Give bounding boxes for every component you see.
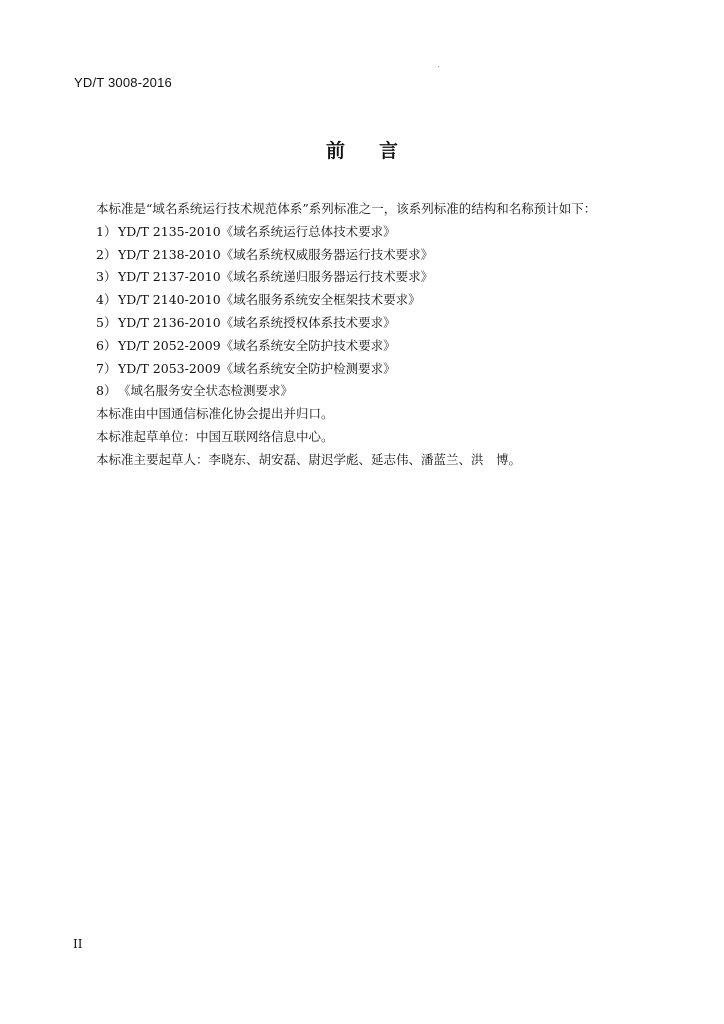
series-item-number: 8） [96, 383, 117, 399]
series-item-text: YD/T 2052-2009《域名系统安全防护技术要求》 [118, 337, 396, 353]
series-item-number: 3） [96, 269, 117, 285]
proposer-paragraph: 本标准由中国通信标准化协会提出并归口。 [96, 406, 334, 422]
series-item-text: YD/T 2140-2010《域名服务系统安全框架技术要求》 [118, 292, 421, 308]
series-item [96, 312, 636, 335]
series-item-text: YD/T 2138-2010《域名系统权威服务器运行技术要求》 [118, 246, 434, 262]
series-item-number: 2） [96, 246, 117, 262]
series-item-number: 4） [96, 292, 117, 308]
series-item [96, 221, 636, 244]
series-item [96, 380, 636, 403]
series-item [96, 289, 636, 312]
series-item [96, 335, 636, 358]
series-item-text: YD/T 2135-2010《域名系统运行总体技术要求》 [118, 223, 396, 239]
title-part-2: 言 [379, 140, 399, 162]
series-item-number: 1） [96, 223, 117, 239]
drafters-paragraph: 本标准主要起草人：李晓东、胡安磊、尉迟学彪、延志伟、潘蓝兰、洪 博。 [96, 451, 522, 467]
series-item-text: 《域名服务安全状态检测要求》 [118, 383, 294, 399]
series-item-text: YD/T 2053-2009《域名系统安全防护检测要求》 [118, 360, 396, 376]
intro-paragraph: 本标准是“域名系统运行技术规范体系”系列标准之一，该系列标准的结构和名称预计如下： [96, 201, 597, 216]
preface-body [96, 198, 636, 472]
series-item [96, 244, 636, 267]
series-item-text: YD/T 2136-2010《域名系统授权体系技术要求》 [118, 314, 396, 330]
series-item-number: 7） [96, 360, 117, 376]
series-item [96, 358, 636, 381]
series-item-number: 6） [96, 337, 117, 353]
page-number: II [73, 937, 83, 951]
drafting-unit-paragraph: 本标准起草单位：中国互联网络信息中心。 [96, 428, 334, 444]
title-part-1: 前 [325, 140, 345, 162]
scan-speck [438, 66, 439, 67]
series-item-number: 5） [96, 314, 117, 330]
page-title [0, 136, 724, 163]
series-item [96, 266, 636, 289]
series-item-text: YD/T 2137-2010《域名系统递归服务器运行技术要求》 [118, 269, 434, 285]
standard-code: YD/T 3008-2016 [74, 75, 172, 90]
